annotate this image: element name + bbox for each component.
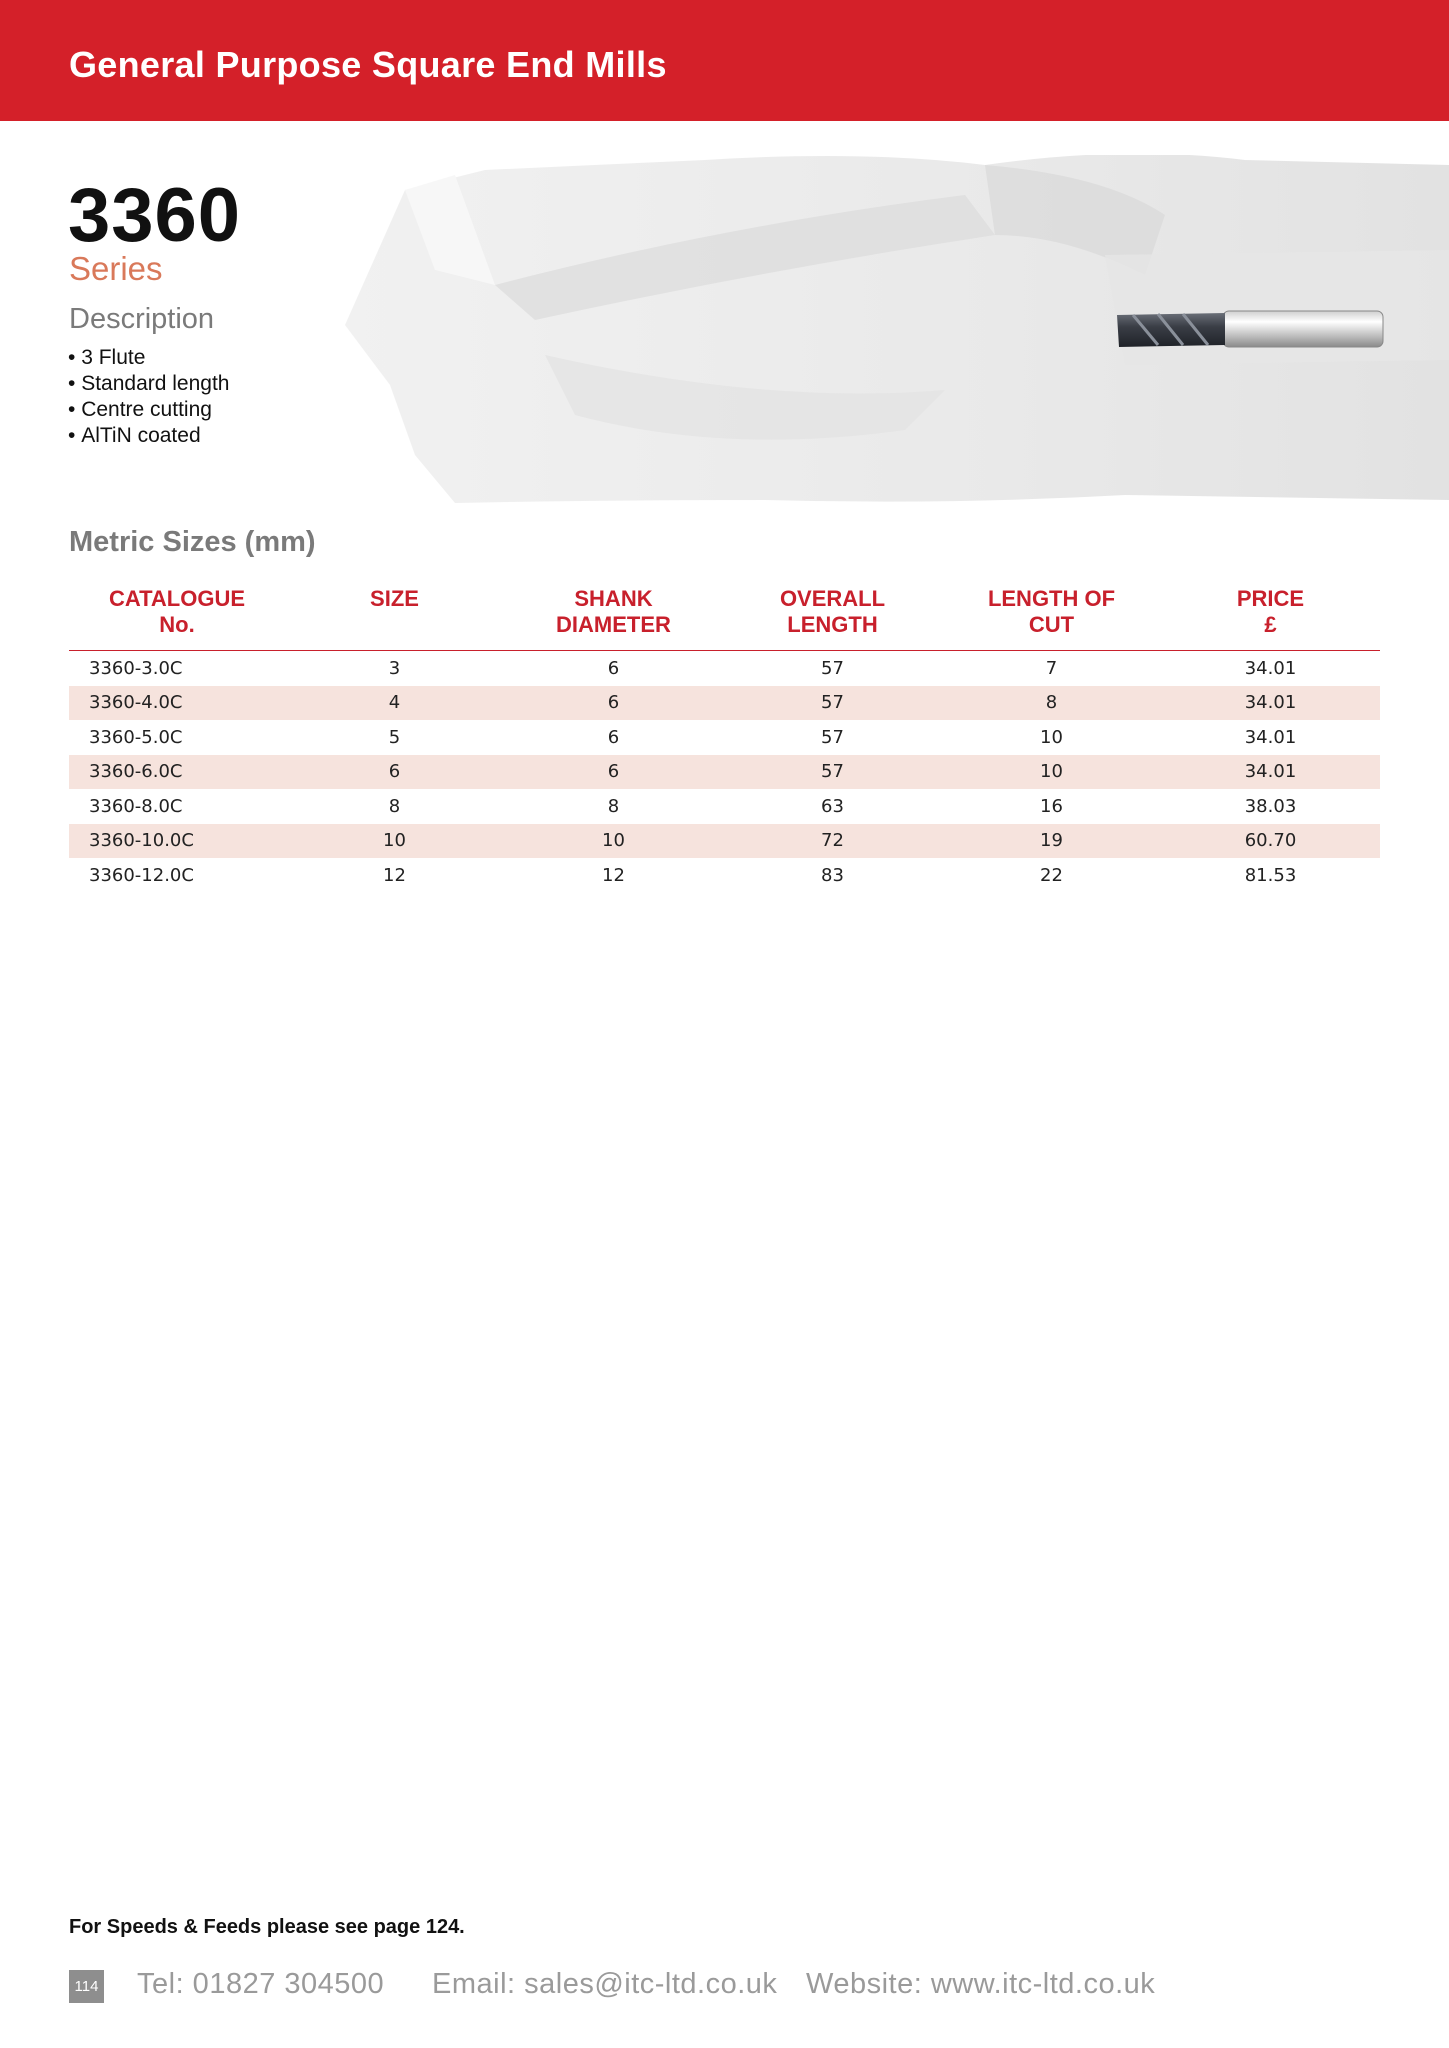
cell-cut: 8 [942, 686, 1161, 721]
cell-shank: 10 [504, 824, 723, 859]
footer-email[interactable]: Email: sales@itc-ltd.co.uk [432, 1968, 778, 2000]
cell-size: 8 [388, 795, 401, 817]
end-mill-photo [1113, 305, 1385, 353]
cell-overall: 83 [821, 864, 844, 886]
table-header-row [69, 586, 1380, 651]
cell-shank: 6 [504, 755, 723, 790]
cell-shank: 6 [607, 726, 620, 748]
header-bar [0, 0, 1449, 121]
footer-tel: Tel: 01827 304500 [137, 1968, 385, 2000]
cell-shank: 6 [504, 686, 723, 721]
description-item: • 3 Flute [68, 345, 229, 371]
cell-size: 10 [285, 824, 504, 859]
column-header-price: PRICE £ [1161, 586, 1380, 651]
cell-size: 12 [383, 864, 406, 886]
cell-price: 34.01 [1161, 755, 1380, 790]
description-item: • Standard length [68, 371, 229, 397]
cell-overall: 57 [821, 657, 844, 679]
cell-size: 3 [388, 657, 401, 679]
cell-cut: 7 [1045, 657, 1058, 679]
cell-overall: 57 [723, 686, 942, 721]
table-row [69, 789, 1380, 824]
cell-size: 4 [285, 686, 504, 721]
description-heading: Description [69, 303, 215, 335]
speeds-feeds-note: For Speeds & Feeds please see page 124. [69, 1916, 465, 1938]
column-header-catalogue: CATALOGUE No. [69, 586, 285, 651]
column-header-size: SIZE [285, 586, 504, 651]
cell-price: 34.01 [1244, 726, 1297, 748]
table-row [69, 755, 1380, 790]
cell-shank: 8 [607, 795, 620, 817]
cell-catalogue: 3360-10.0C [69, 824, 285, 859]
series-label: Series [69, 250, 163, 287]
cell-overall: 57 [723, 755, 942, 790]
cell-catalogue: 3360-12.0C [89, 864, 194, 886]
cell-size: 6 [285, 755, 504, 790]
cell-catalogue: 3360-3.0C [89, 657, 183, 679]
cell-price: 38.03 [1244, 795, 1297, 817]
cell-price: 81.53 [1244, 864, 1297, 886]
sizes-table [69, 586, 1380, 893]
table-row [69, 858, 1380, 893]
description-list [68, 345, 229, 449]
cell-size: 5 [388, 726, 401, 748]
cell-catalogue: 3360-6.0C [69, 755, 285, 790]
cell-catalogue: 3360-8.0C [89, 795, 183, 817]
description-item: • AlTiN coated [68, 423, 229, 449]
cell-overall: 63 [821, 795, 844, 817]
cell-shank: 12 [602, 864, 625, 886]
table-row [69, 720, 1380, 755]
cell-cut: 19 [942, 824, 1161, 859]
column-header-overall-length: OVERALL LENGTH [723, 586, 942, 651]
table-row [69, 824, 1380, 859]
cell-cut: 16 [1040, 795, 1063, 817]
page-number: 114 [69, 1970, 104, 2003]
footer-website[interactable]: Website: www.itc-ltd.co.uk [806, 1968, 1156, 2000]
cell-price: 60.70 [1161, 824, 1380, 859]
description-item: • Centre cutting [68, 397, 229, 423]
cell-cut: 10 [1040, 726, 1063, 748]
cell-overall: 72 [723, 824, 942, 859]
series-number: 3360 [68, 173, 242, 258]
cell-overall: 57 [821, 726, 844, 748]
cell-cut: 22 [1040, 864, 1063, 886]
cell-cut: 10 [942, 755, 1161, 790]
table-row [69, 651, 1380, 686]
table-row [69, 686, 1380, 721]
cell-price: 34.01 [1161, 686, 1380, 721]
column-header-shank-diameter: SHANK DIAMETER [504, 586, 723, 651]
cell-catalogue: 3360-5.0C [89, 726, 183, 748]
metric-sizes-heading: Metric Sizes (mm) [69, 526, 316, 558]
page-title: General Purpose Square End Mills [69, 44, 667, 85]
cell-shank: 6 [607, 657, 620, 679]
column-header-length-of-cut: LENGTH OF CUT [942, 586, 1161, 651]
cell-catalogue: 3360-4.0C [69, 686, 285, 721]
cell-price: 34.01 [1244, 657, 1297, 679]
